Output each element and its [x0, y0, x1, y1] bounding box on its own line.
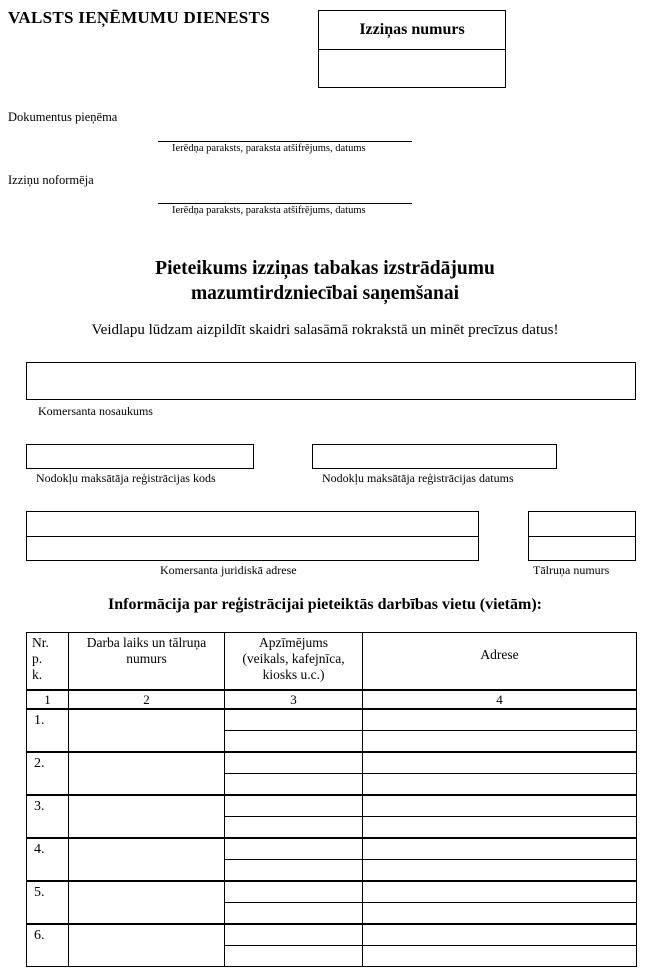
column-number-3: 3 — [225, 690, 363, 709]
prepared-by-signature-line[interactable] — [158, 203, 412, 204]
row-number: 4. — [27, 838, 69, 881]
form-title-line2: mazumtirdzniecībai saņemšanai — [190, 283, 460, 304]
address-cell[interactable] — [363, 752, 637, 774]
hours-cell[interactable] — [69, 709, 225, 752]
accepted-by-signature-caption: Ierēdņa paraksts, paraksta atšifrējums, datums — [172, 143, 366, 154]
hours-cell[interactable] — [69, 795, 225, 838]
tax-code-field[interactable] — [26, 444, 254, 469]
certificate-number-box — [318, 10, 506, 88]
address-cell[interactable] — [363, 946, 637, 967]
legal-address-line1[interactable] — [27, 512, 478, 537]
type-cell[interactable] — [225, 881, 363, 903]
header-type-line2: (veikals, kafejnīca, — [242, 651, 345, 666]
type-cell[interactable] — [225, 946, 363, 967]
phone-field[interactable] — [528, 511, 636, 561]
address-cell[interactable] — [363, 817, 637, 839]
hours-cell[interactable] — [69, 838, 225, 881]
table-row — [27, 924, 637, 946]
certificate-number-title: Izziņas numurs — [319, 11, 505, 50]
header-nr-line3: k. — [32, 667, 43, 682]
table-row — [27, 752, 637, 774]
legal-address-label: Komersanta juridiskā adrese — [160, 563, 297, 577]
type-cell[interactable] — [225, 731, 363, 753]
legal-address-field[interactable] — [26, 511, 479, 561]
column-number-1: 1 — [27, 690, 69, 709]
header-hours-line1: Darba laiks un tālruņa — [86, 635, 207, 650]
header-hours — [69, 633, 225, 691]
header-type-line1: Apzīmējums — [259, 635, 328, 650]
accepted-by-signature-line[interactable] — [158, 141, 412, 142]
form-title-line1: Pieteikums izziņas tabakas izstrādājumu — [155, 258, 495, 279]
prepared-by-signature-caption: Ierēdņa paraksts, paraksta atšifrējums, datums — [172, 205, 366, 216]
row-number: 5. — [27, 881, 69, 924]
agency-name: VALSTS IEŅĒMUMU DIENESTS — [8, 8, 270, 27]
phone-line1[interactable] — [529, 512, 635, 537]
type-cell[interactable] — [225, 903, 363, 925]
table-row — [27, 709, 637, 731]
tax-code-label: Nodokļu maksātāja reģistrācijas kods — [36, 471, 216, 485]
header-address-line1: Adrese — [480, 647, 519, 662]
address-cell[interactable] — [363, 774, 637, 796]
tax-date-label: Nodokļu maksātāja reģistrācijas datums — [322, 471, 514, 485]
merchant-name-label: Komersanta nosaukums — [38, 404, 153, 418]
form-instruction: Veidlapu lūdzam aizpildīt skaidri salasāmā rokrakstā un minēt precīzus datus! — [91, 322, 559, 338]
address-cell[interactable] — [363, 860, 637, 882]
address-cell[interactable] — [363, 881, 637, 903]
header-nr-line2: p. — [32, 651, 43, 666]
table-row — [27, 881, 637, 903]
type-cell[interactable] — [225, 924, 363, 946]
phone-label: Tālruņa numurs — [533, 563, 610, 577]
type-cell[interactable] — [225, 795, 363, 817]
row-number: 2. — [27, 752, 69, 795]
type-cell[interactable] — [225, 774, 363, 796]
table-row — [27, 795, 637, 817]
column-number-4: 4 — [363, 690, 637, 709]
legal-address-line2[interactable] — [27, 537, 478, 561]
locations-section-title: Informācija par reģistrācijai pieteiktās darbības vietu (vietām): — [107, 596, 542, 613]
column-number-row — [27, 690, 637, 709]
accepted-by-label: Dokumentus pieņēma — [8, 110, 118, 124]
header-type-line3: kiosks u.c.) — [262, 667, 325, 682]
column-number-2: 2 — [69, 690, 225, 709]
type-cell[interactable] — [225, 817, 363, 839]
header-address — [363, 633, 637, 691]
certificate-number-field[interactable] — [319, 50, 505, 88]
row-number: 1. — [27, 709, 69, 752]
tax-date-field[interactable] — [312, 444, 557, 469]
header-type — [225, 633, 363, 691]
header-nr-line1: Nr. — [32, 635, 49, 650]
address-cell[interactable] — [363, 731, 637, 753]
address-cell[interactable] — [363, 795, 637, 817]
address-cell[interactable] — [363, 924, 637, 946]
header-nr — [27, 633, 69, 691]
hours-cell[interactable] — [69, 881, 225, 924]
address-cell[interactable] — [363, 709, 637, 731]
prepared-by-label: Izziņu noformēja — [8, 173, 94, 187]
type-cell[interactable] — [225, 838, 363, 860]
phone-line2[interactable] — [529, 537, 635, 561]
table-header-row — [27, 633, 637, 691]
address-cell[interactable] — [363, 838, 637, 860]
merchant-name-field[interactable] — [26, 362, 636, 400]
locations-table — [26, 632, 637, 967]
type-cell[interactable] — [225, 860, 363, 882]
type-cell[interactable] — [225, 709, 363, 731]
address-cell[interactable] — [363, 903, 637, 925]
header-hours-line2: numurs — [126, 651, 167, 666]
type-cell[interactable] — [225, 752, 363, 774]
hours-cell[interactable] — [69, 752, 225, 795]
row-number: 6. — [27, 924, 69, 967]
hours-cell[interactable] — [69, 924, 225, 967]
row-number: 3. — [27, 795, 69, 838]
table-row — [27, 838, 637, 860]
